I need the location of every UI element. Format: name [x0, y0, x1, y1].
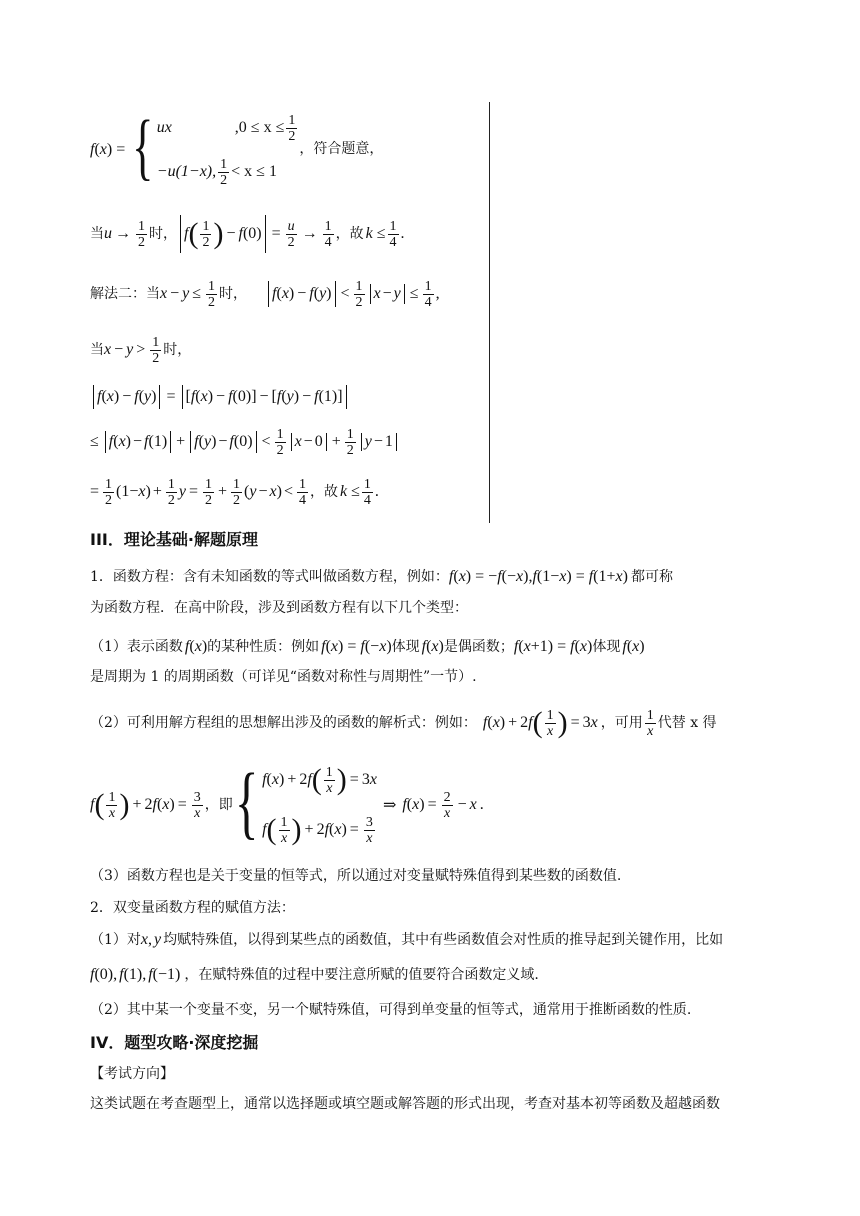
exam-direction-label: 【考试方向】	[90, 1066, 174, 1082]
section-iv-heading: IV．题型攻略·深度挖掘	[90, 1033, 259, 1052]
exam-direction-text: 这类试题在考查题型上，通常以选择题或填空题或解答题的形式出现，考查对基本初等函数及超越函数	[90, 1096, 720, 1112]
para-1: 1．函数方程：含有未知函数的等式叫做函数方程，例如： f ( x ) = − f (− x ), f (1− x ) = f (1+ x ) 都可称	[90, 568, 673, 585]
section-iii-heading: III．理论基础·解题原理	[90, 530, 258, 549]
box-divider	[489, 102, 490, 523]
equation-system: f ( $\frac{1}{x}$ ) + 2 f ( x ) = $\frac{3}{x}$ ，即 { f ( x ) + 2 f ( $\frac{1}{x}$ ) = 3 x f ( $\frac{1}{x}$ ) + 2 f ( x ) = $\frac{3}{x}$ ⇒ f ( x ) = $\frac{2}{x}$ − x .	[90, 756, 484, 847]
when-line: 当 x − y > $\frac{1}{2}$ 时，	[90, 334, 192, 366]
equation-line-1: f ( x ) − f ( y ) = [ f ( x ) − f (0)] − [ f ( y ) − f (1)]	[90, 382, 350, 412]
para-6-cont: f (0), f (1), f (−1) ，在赋特殊值的过程中要注意所赋的值要符合函数定义域.	[90, 966, 539, 983]
para-1-cont: 为函数方程．在高中阶段，涉及到函数方程有以下几个类型：	[90, 600, 468, 616]
para-4: （3）函数方程也是关于变量的恒等式，所以通过对变量赋特殊值得到某些数的函数值.	[90, 868, 622, 884]
method-two-line: 解法二：当 x − y ≤ $\frac{1}{2}$ 时， f ( x ) − f ( y ) < $\frac{1}{2}$ x − y ≤ $\frac{1}{4}$ ,	[90, 278, 440, 310]
para-5: 2．双变量函数方程的赋值方法：	[90, 900, 295, 916]
limit-line: 当 u → $\frac{1}{2}$ 时， f ( $\frac{1}{2}$ ) − f (0) = $\frac{u}{2}$ → $\frac{1}{4}$ ，故 k ≤ $\frac{1}{4}$ .	[90, 212, 405, 256]
para-3: （2）可利用解方程组的思想解出涉及的函数的解析式：例如： f ( x ) + 2 f ( $\frac{1}{x}$ ) = 3 x ，可用 $\frac{1}{x}$ 代替 x 得	[90, 706, 717, 739]
para-2: （1）表示函数 f ( x ) 的某种性质：例如 f ( x ) = f (− x ) 体现 f ( x ) 是偶函数； f ( x +1) = f ( x ) 体现 f ( x )	[90, 638, 645, 655]
equation-line-3: = $\frac{1}{2}$ (1− x ) + $\frac{1}{2}$ y = $\frac{1}{2}$ + $\frac{1}{2}$ ( y − x ) < $\frac{1}{4}$ ，故 k ≤ $\frac{1}{4}$ .	[90, 476, 379, 508]
piecewise-definition: f ( x ) = { ux ,0 ≤ x ≤ $\frac{1}{2}$ −u(1−x), $\frac{1}{2}$ < x ≤ 1 ，符合题意，	[90, 106, 384, 188]
para-2-cont: 是周期为 1 的周期函数（可详见“函数对称性与周期性”一节）.	[90, 669, 477, 685]
para-6: （1）对 x , y 均赋特殊值，以得到某些点的函数值，其中有些函数值会对性质的推导起到关键作用，比如	[90, 931, 724, 948]
equation-line-2: ≤ f ( x ) − f (1) + f ( y ) − f (0) < $\frac{1}{2}$ x − 0 + $\frac{1}{2}$ y − 1	[90, 420, 400, 464]
para-7: （2）其中某一个变量不变，另一个赋特殊值，可得到单变量的恒等式，通常用于推断函数的性质.	[90, 1002, 692, 1018]
